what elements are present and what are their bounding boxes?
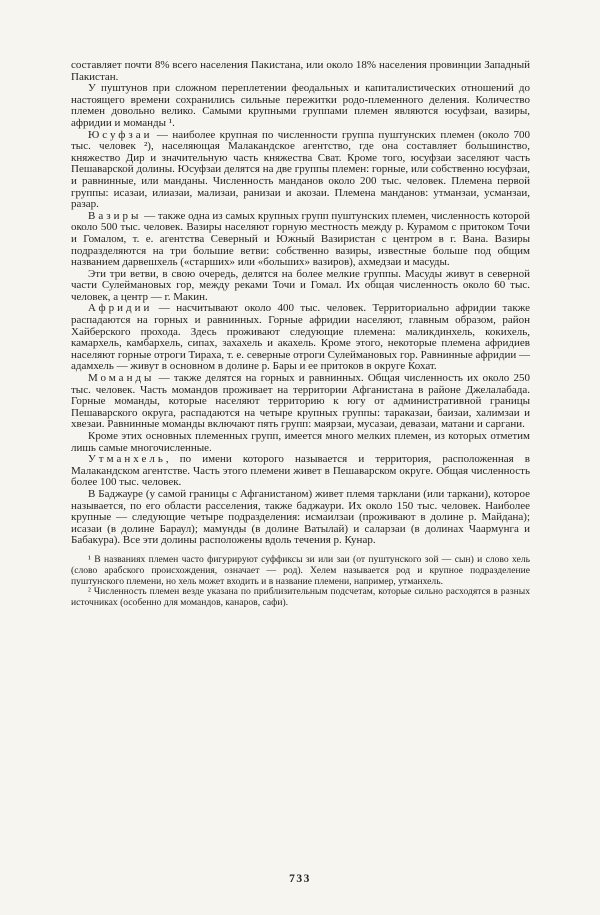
tribe-name-waziri: Вазиры (88, 209, 142, 222)
tribe-name-utmankhel: Утманхель (88, 453, 166, 466)
paragraph (71, 303, 530, 373)
footnotes-section (71, 555, 530, 609)
footnote-1: ¹ В названиях племен часто фигурируют суффиксы зи или заи (от пуштунского зой — сын) и слово хель (слово арабского происхождения, означает — род). Хелем называется род и крупное подразделение пуштунского племени, но хель может входить и в название племени, например, утманхель. (71, 553, 530, 587)
paragraph-text: — наиболее крупная по численности группа пуштунских племен (около 700 тыс. человек ²), населяющая Малакандское агентство, где она составляет большинство, княжество Дир и значительную часть княжества Сват. Кроме того, юсуфзаи заселяют часть Пешаварской долины. Юсуфзаи делятся на две группы племен: горные, или собственно юсуфзаи, и равнинные, или манданы. Численность манданов около 200 тыс. человек. Племена первой группы: исазаи, илиазаи, мализаи, ранизаи и акозаи. Племена манданов: утманзаи, усманзаи, разар. (71, 128, 530, 211)
paragraph-text: — также делятся на горных и равнинных. Общая численность их около 250 тыс. человек. Часть момандов проживает на территории Афганистана в районе Джелалабада. Горные моманды, которые населяют территорию к югу от административной границы Пешаварского округа, распадаются на четыре крупных группы: тараказаи, баизаи, халимзаи и хвезаи. Равнинные моманды включают пять групп: маярзаи, мусазаи, девазаи, матани и саргани. (71, 372, 530, 431)
paragraph-text: — насчитывают около 400 тыс. человек. Территориально афридии также распадаются на горных и равнинных. Горные афридии населяют, главным образом, район Хайберского прохода. Здесь проживают следующие племена: маликдинхель, кокихель, камархель, камбархель, сипах, захахель и акахель. Кроме этого, некоторые племена афридиев населяют горные отроги Тираха, т. е. северные отроги Сулеймановых гор. Равнинные афридии — адамхель — живут в основном в долине р. Бары и ее притоков в округе Кохат. (71, 302, 530, 373)
paragraph: составляет почти 8% всего населения Пакистана, или около 18% населения провинции Западный Пакистан. (71, 59, 530, 83)
paragraph: У пуштунов при сложном переплетении феодальных и капиталистических отношений до настоящего времени сохранились сильные пережитки родо-племенного деления. Количество племен довольно велико. Самыми крупными группами племен являются юсуфзаи, вазиры, афридии и моманды ¹. (71, 82, 530, 129)
tribe-name-afridi: Афридии (88, 302, 153, 315)
paragraph: В Баджауре (у самой границы с Афганистаном) живет племя тарклани (или таркани), которое называется, по его области расселения, также баджаури. Их около 150 тыс. человек. Наиболее крупные — следующие четыре подразделения: исмаилзаи (проживают в долине р. Майдана); исазаи (в долине Бараул); мамунды (в долине Ватылай) и саларзаи (в долинах Чаармунга и Бабакура). Все эти долины расположены вдоль течения р. Кунар. (71, 487, 530, 547)
page-number: 733 (289, 873, 311, 885)
paragraph (71, 130, 530, 211)
paragraph (71, 373, 530, 431)
paragraph-text: — также одна из самых крупных групп пуштунских племен, численность которой около 500 тыс. человек. Вазиры населяют горную местность между р. Курамом с притоком Точи и Гомалом, т. е. агентства Северный и Южный Вазиристан с центром в г. Вана. Вазиры подразделяются на три большие ветви: собственно вазиры, известные больше под общим названием дарвешхель («старших» или «больших» вазиров), ахмедзаи и масуды. (71, 209, 531, 269)
tribe-name-yusufzai: Юсуфзаи (88, 128, 153, 141)
paragraph: Эти три ветви, в свою очередь, делятся на более мелкие группы. Масуды живут в северной части Сулеймановых гор, между реками Точи и Гомал. Их общая численность около 60 тыс. человек, а центр — г. Макин. (71, 267, 530, 303)
paragraph-text: , по имени которого называется и территория, расположенная в Малакандском агентстве. Часть этого племени живет в Пешаварском округе. Общая численность более 100 тыс. человек. (71, 453, 530, 489)
paragraph: Кроме этих основных племенных групп, имеется много мелких племен, из которых отметим лишь самые многочисленные. (71, 430, 530, 454)
paragraph (71, 454, 530, 489)
main-text-block (71, 60, 530, 609)
tribe-name-mohmand: Моманды (88, 372, 155, 385)
paragraph (71, 211, 530, 269)
footnote-2: ² Численность племен везде указана по приблизительным подсчетам, которые сильно расходятся в разных источниках (особенно для момандов, канаров, сафи). (71, 586, 530, 609)
